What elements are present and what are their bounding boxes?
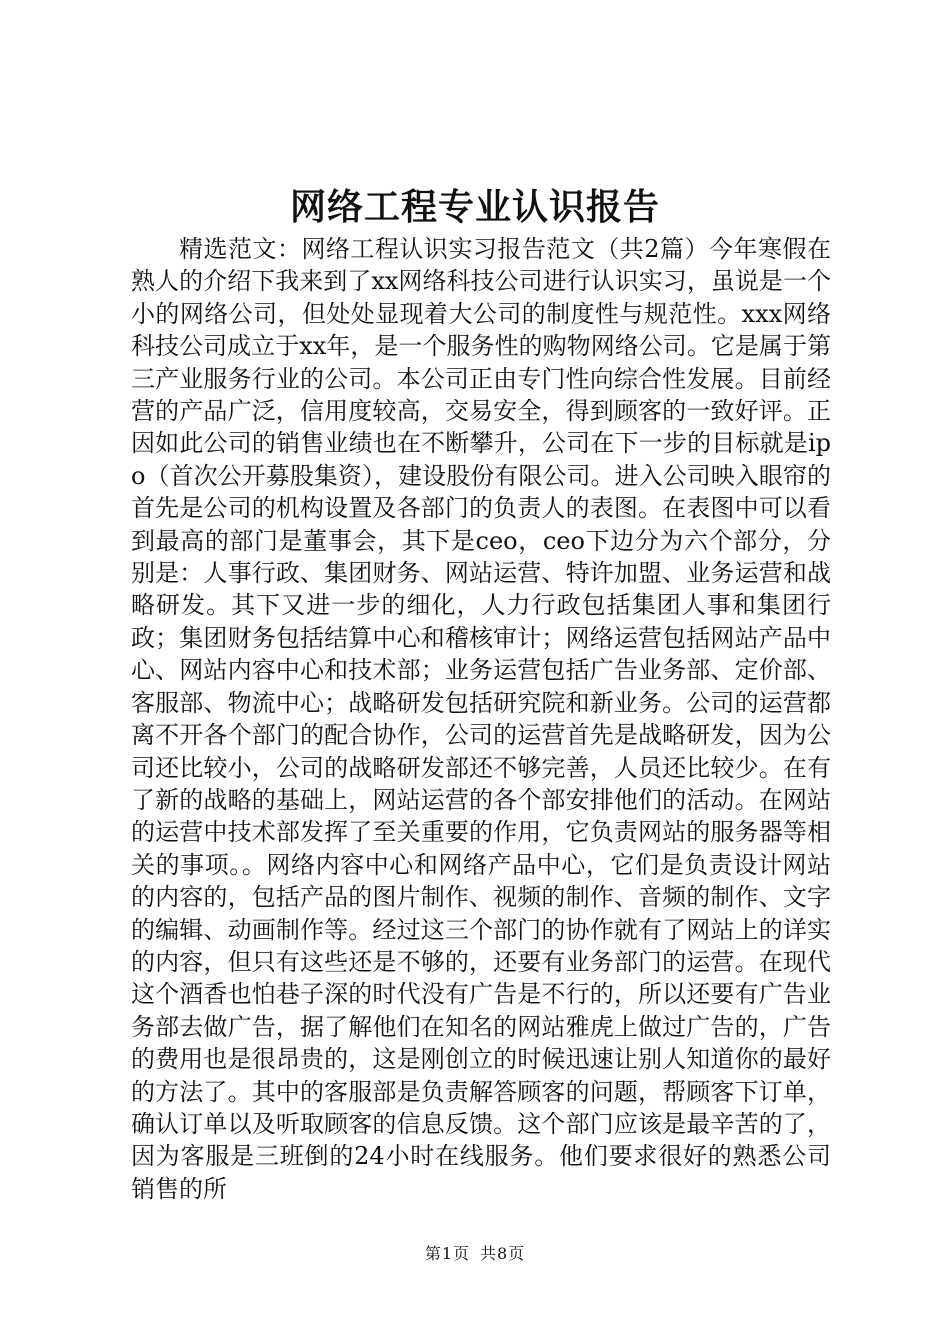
page-number-current: 第1页 [424,1244,470,1263]
page-number-total: 共8页 [480,1244,526,1263]
page-footer [0,1243,950,1265]
document-body-paragraph: 精选范文：网络工程认识实习报告范文（共2篇）今年寒假在熟人的介绍下我来到了xx网络科技公司进行认识实习，虽说是一个小的网络公司，但处处显现着大公司的制度性与规范性。xxx网络科技公司成立于xx年，是一个服务性的购物网络公司。它是属于第三产业服务行业的公司。本公司正由专门性向综合性发展。目前经营的产品广泛，信用度较高，交易安全，得到顾客的一致好评。正因如此公司的销售业绩也在不断攀升，公司在下一步的目标就是ipo（首次公开募股集资），建设股份有限公司。进入公司映入眼帘的首先是公司的机构设置及各部门的负责人的表图。在表图中可以看到最高的部门是董事会，其下是ceo，ceo下边分为六个部分，分别是：人事行政、集团财务、网站运营、特许加盟、业务运营和战略研发。其下又进一步的细化，人力行政包括集团人事和集团行政；集团财务包括结算中心和稽核审计；网络运营包括网站产品中心、网站内容中心和技术部；业务运营包括广告业务部、定价部、客服部、物流中心；战略研发包括研究院和新业务。公司的运营都离不开各个部门的配合协作，公司的运营首先是战略研发，因为公司还比较小，公司的战略研发部还不够完善，人员还比较少。在有了新的战略的基础上，网站运营的各个部安排他们的活动。在网站的运营中技术部发挥了至关重要的作用，它负责网站的服务器等相关的事项。。网络内容中心和网络产品中心，它们是负责设计网站的内容的，包括产品的图片制作、视频的制作、音频的制作、文字的编辑、动画制作等。经过这三个部门的协作就有了网站上的详实的内容，但只有这些还是不够的，还要有业务部门的运营。在现代这个酒香也怕巷子深的时代没有广告是不行的，所以还要有广告业务部去做广告，据了解他们在知名的网站雅虎上做过广告的，广告的费用也是很昂贵的，这是刚创立的时候迅速让别人知道你的最好的方法了。其中的客服部是负责解答顾客的问题，帮顾客下订单，确认订单以及听取顾客的信息反馈。这个部门应该是最辛苦的了，因为客服是三班倒的24小时在线服务。他们要求很好的熟悉公司销售的所 [131,235,831,1203]
document-title: 网络工程专业认识报告 [289,186,660,228]
